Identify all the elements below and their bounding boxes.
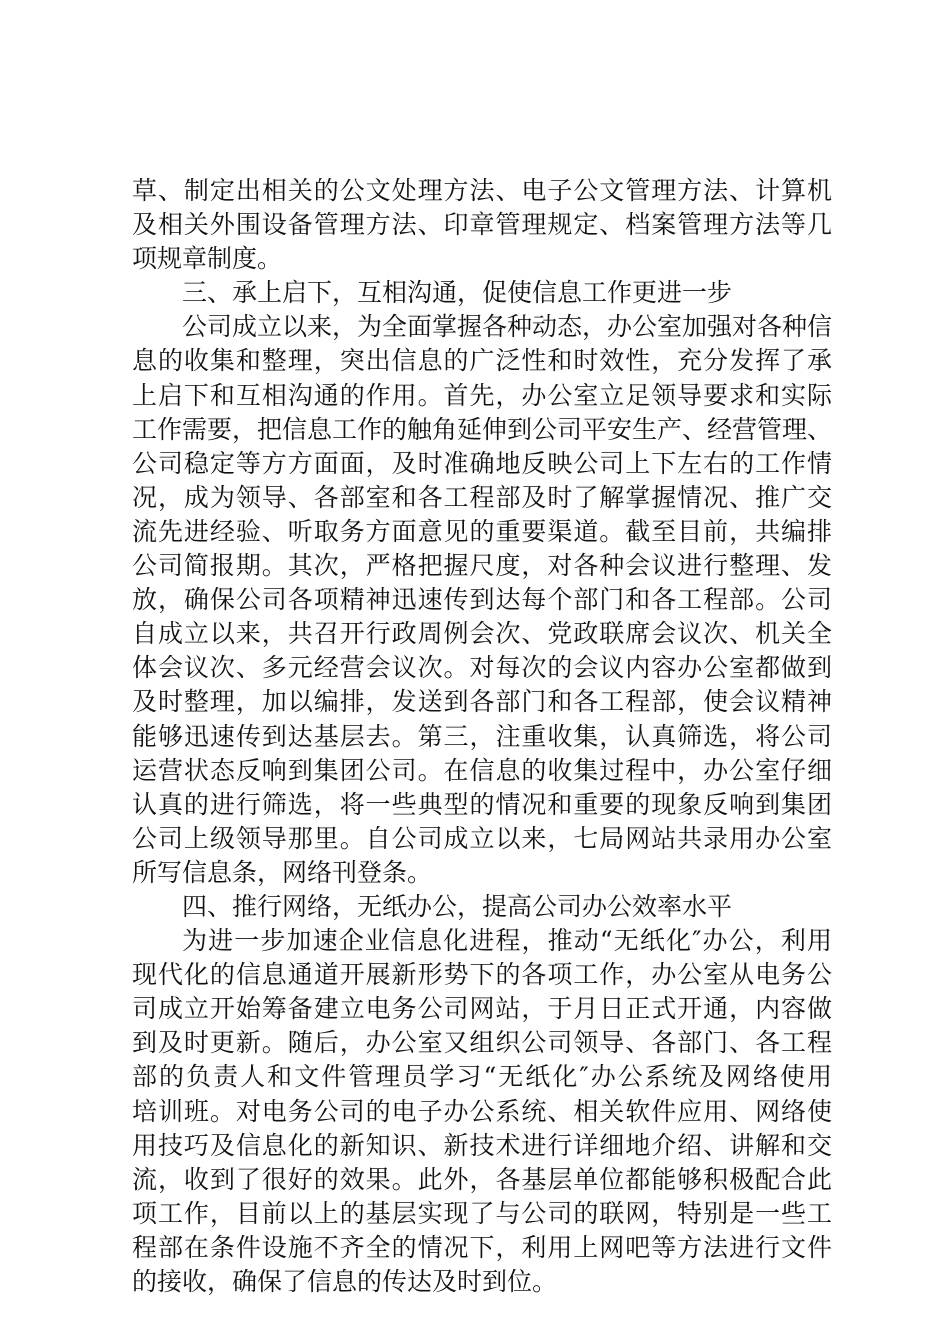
text-line: 为进一步加速企业信息化进程，推动“无纸化″办公，利用 bbox=[182, 926, 832, 956]
text-line: 公司上级领导那里。自公司成立以来，七局网站共录用办公室 bbox=[132, 823, 832, 853]
text-line: 项规章制度。 bbox=[132, 244, 283, 274]
text-line: 的接收，确保了信息的传达及时到位。 bbox=[132, 1267, 558, 1296]
text-line: 上启下和互相沟通的作用。首先，办公室立足领导要求和实际 bbox=[132, 380, 832, 410]
text-line: 认真的进行筛选，将一些典型的情况和重要的现象反响到集团 bbox=[132, 789, 832, 819]
text-line: 流先进经验、听取务方面意见的重要渠道。截至目前，共编排 bbox=[132, 516, 832, 546]
text-line: 公司稳定等方方面面，及时准确地反映公司上下左右的工作情 bbox=[132, 448, 832, 478]
text-line: 司成立开始筹备建立电务公司网站，于月日正式开通，内容做 bbox=[132, 994, 832, 1024]
text-line: 现代化的信息通道开展新形势下的各项工作，办公室从电务公 bbox=[132, 960, 832, 990]
text-line: 用技巧及信息化的新知识、新技术进行详细地介绍、讲解和交 bbox=[132, 1130, 832, 1160]
text-line: 公司成立以来，为全面掌握各种动态，办公室加强对各种信 bbox=[182, 312, 832, 342]
text-line: 三、承上启下，互相沟通，促使信息工作更进一步 bbox=[182, 278, 733, 308]
text-line: 及相关外围设备管理方法、印章管理规定、档案管理方法等几 bbox=[132, 210, 832, 240]
text-line: 况，成为领导、各部室和各工程部及时了解掌握情况、推广交 bbox=[132, 482, 832, 512]
text-line: 工作需要，把信息工作的触角延伸到公司平安生产、经营管理、 bbox=[132, 414, 832, 444]
text-line: 流，收到了很好的效果。此外，各基层单位都能够积极配合此 bbox=[132, 1164, 832, 1194]
text-line: 部的负责人和文件管理员学习“无纸化″办公系统及网络使用 bbox=[132, 1062, 832, 1092]
text-line: 自成立以来，共召开行政周例会次、党政联席会议次、机关全 bbox=[132, 619, 832, 649]
text-line: 培训班。对电务公司的电子办公系统、相关软件应用、网络使 bbox=[132, 1096, 832, 1126]
text-line: 项工作，目前以上的基层实现了与公司的联网，特别是一些工 bbox=[132, 1198, 832, 1228]
text-line: 所写信息条，网络刊登条。 bbox=[132, 857, 433, 887]
text-line: 程部在条件设施不齐全的情况下，利用上网吧等方法进行文件 bbox=[132, 1232, 832, 1262]
text-line: 放，确保公司各项精神迅速传到达每个部门和各工程部。公司 bbox=[132, 585, 832, 615]
text-line: 及时整理，加以编排，发送到各部门和各工程部，使会议精神 bbox=[132, 687, 832, 717]
text-line: 体会议次、多元经营会议次。对每次的会议内容办公室都做到 bbox=[132, 653, 832, 683]
text-line: 四、推行网络，无纸办公，提高公司办公效率水平 bbox=[182, 891, 733, 921]
document-page bbox=[132, 174, 832, 1299]
text-line: 息的收集和整理，突出信息的广泛性和时效性，充分发挥了承 bbox=[132, 346, 832, 376]
text-line: 草、制定出相关的公文处理方法、电子公文管理方法、计算机 bbox=[132, 176, 832, 205]
text-line: 到及时更新。随后，办公室又组织公司领导、各部门、各工程 bbox=[132, 1028, 832, 1058]
text-line: 能够迅速传到达基层去。第三，注重收集，认真筛选，将公司 bbox=[132, 721, 832, 751]
text-line: 运营状态反响到集团公司。在信息的收集过程中，办公室仔细 bbox=[132, 755, 832, 785]
text-line: 公司简报期。其次，严格把握尺度，对各种会议进行整理、发 bbox=[132, 551, 832, 581]
